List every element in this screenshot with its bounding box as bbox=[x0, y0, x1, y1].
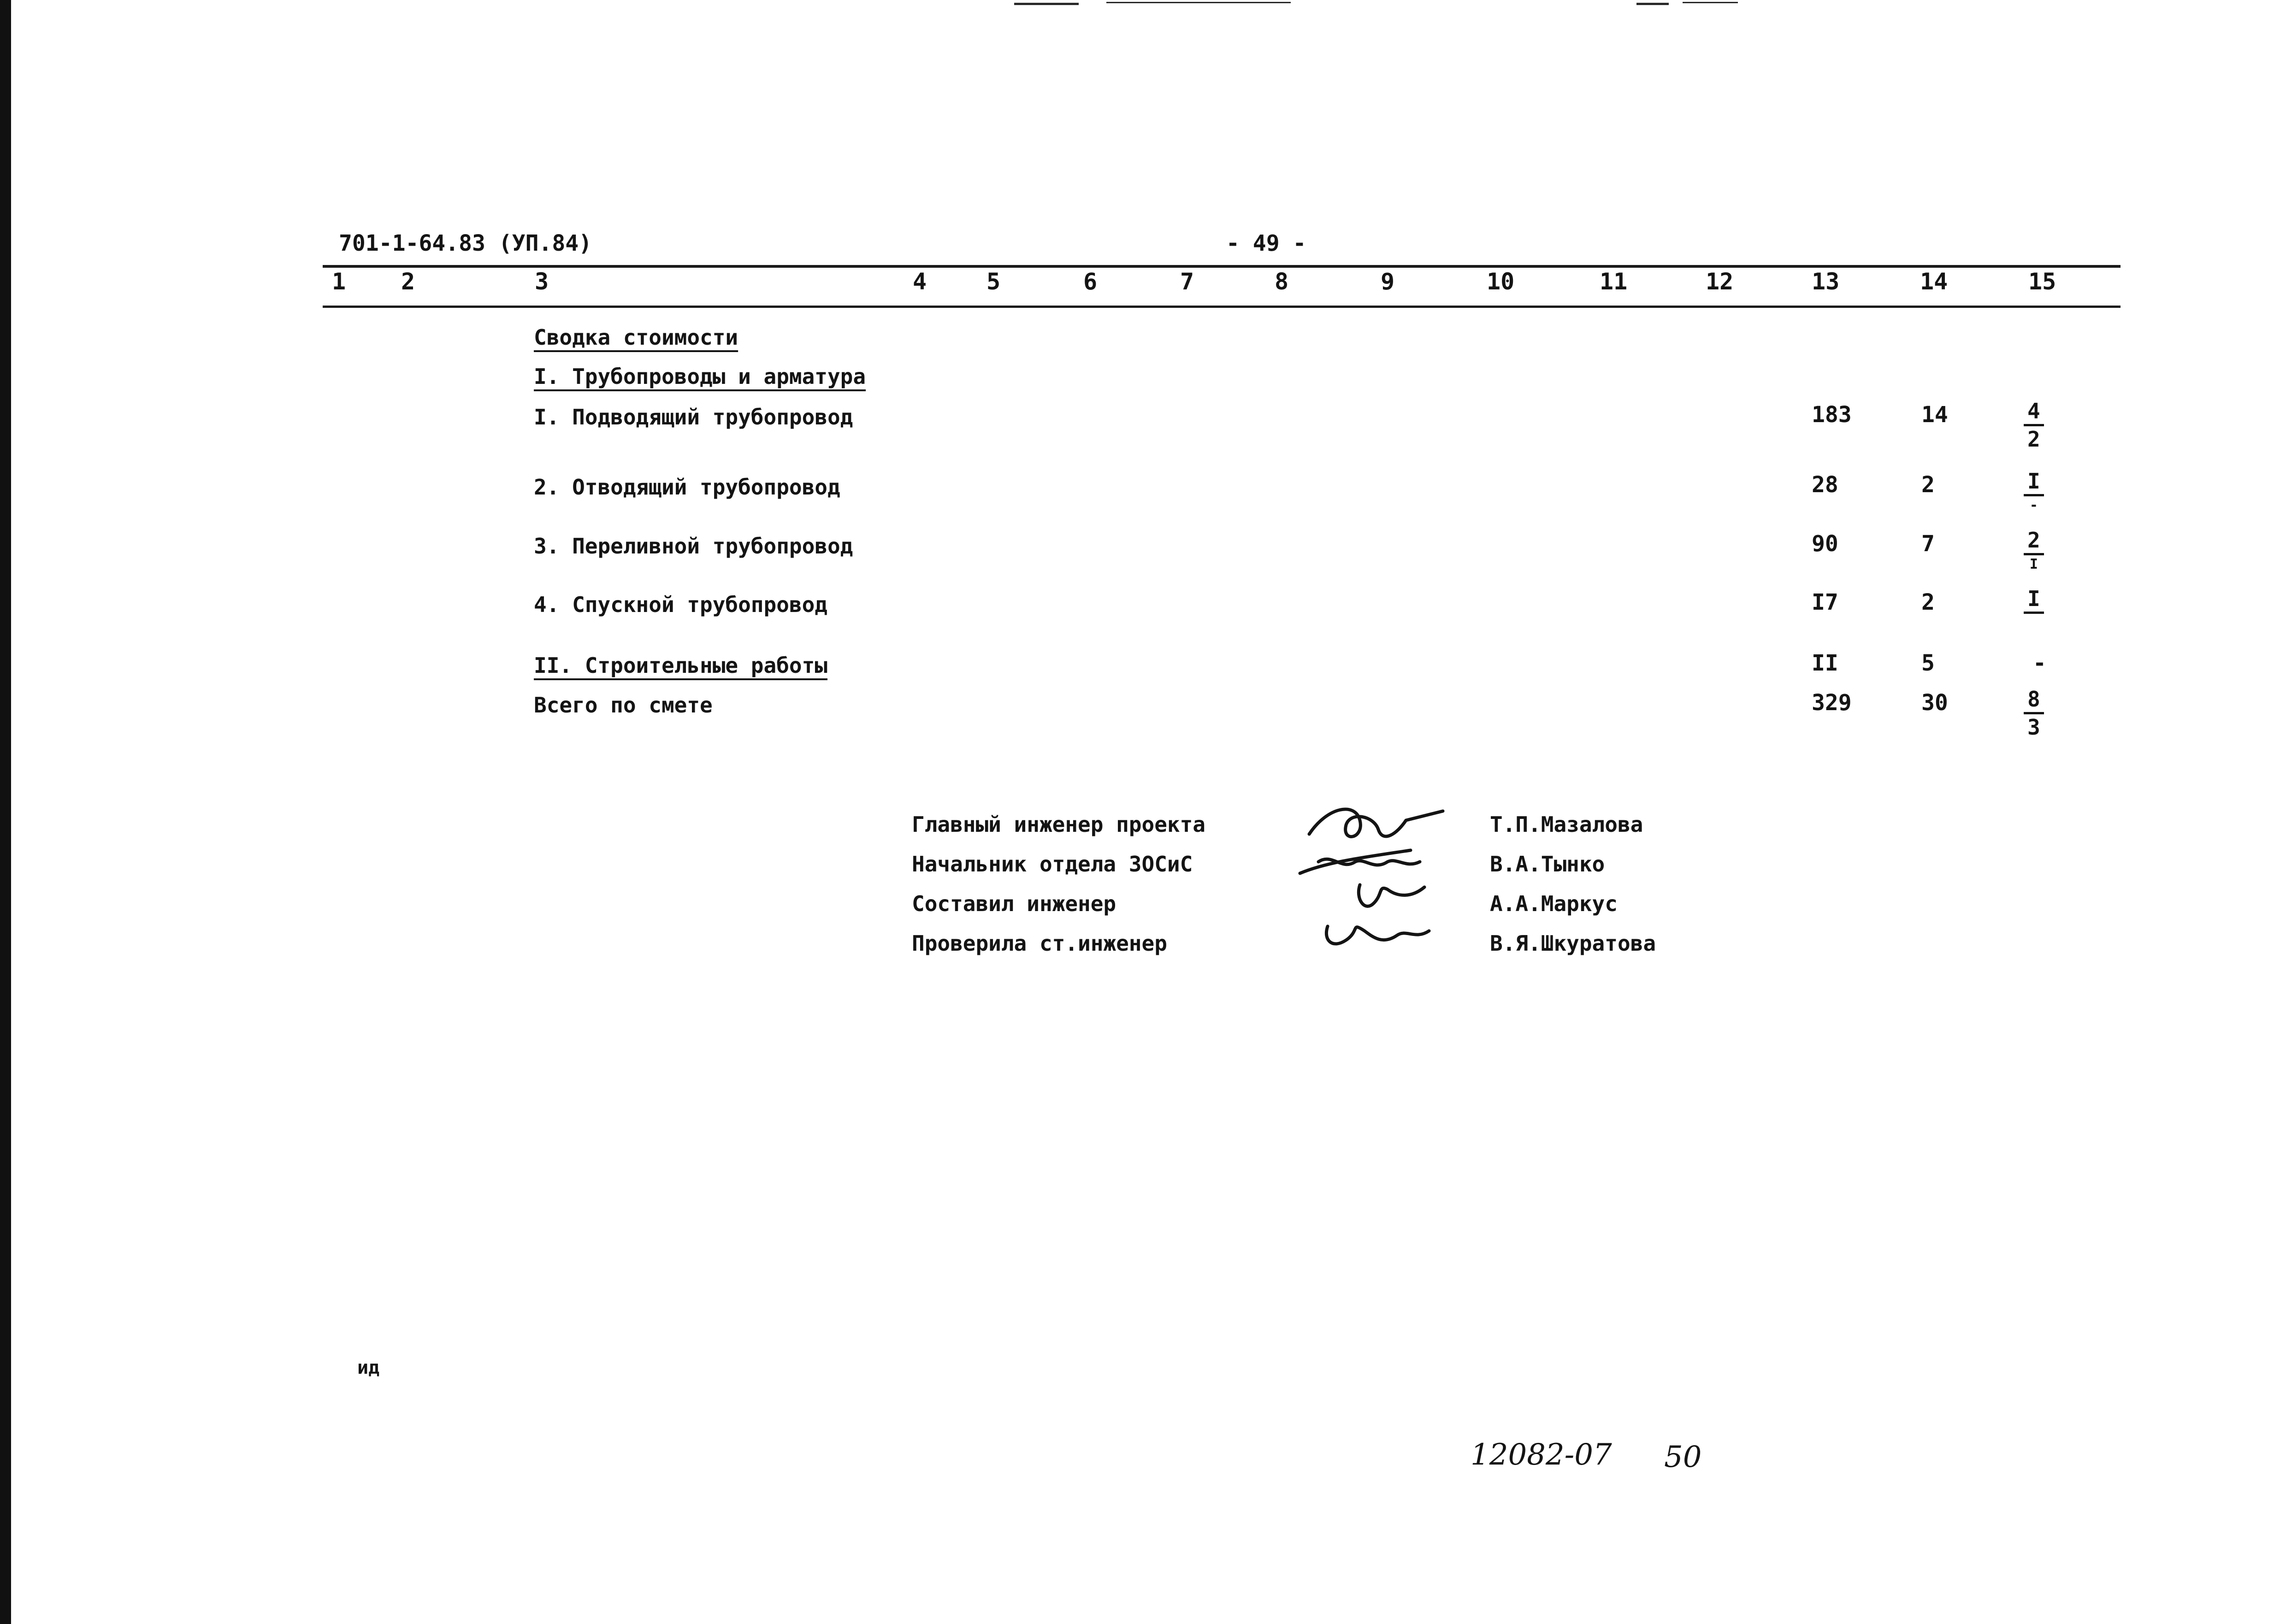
cell-col14: 5 bbox=[1921, 650, 1935, 676]
row-label: II. Строительные работы bbox=[534, 653, 827, 678]
cell-col15-fraction bbox=[2024, 588, 2044, 616]
column-number: 14 bbox=[1920, 268, 1948, 295]
column-number: 9 bbox=[1381, 268, 1395, 295]
cell-col14: 2 bbox=[1921, 472, 1935, 498]
cell-col13: I7 bbox=[1812, 589, 1838, 615]
section-heading-pipelines: I. Трубопроводы и арматура bbox=[534, 364, 866, 389]
cell-col15-fraction bbox=[2024, 688, 2044, 739]
fraction-denominator: - bbox=[2029, 497, 2038, 514]
row-label: 3. Переливной трубопровод bbox=[534, 534, 853, 559]
column-number: 2 bbox=[401, 268, 415, 295]
column-number: 3 bbox=[535, 268, 549, 295]
margin-mark: ид bbox=[357, 1357, 380, 1378]
document-code: 701-1-64.83 (УП.84) bbox=[339, 230, 592, 256]
signature-name: А.А.Маркус bbox=[1490, 891, 1618, 916]
fraction-denominator: 2 bbox=[2027, 427, 2040, 452]
column-number: 11 bbox=[1600, 268, 1628, 295]
cell-col14: 7 bbox=[1921, 531, 1935, 557]
row-label: 4. Спускной трубопровод bbox=[534, 592, 827, 617]
column-number: 10 bbox=[1487, 268, 1515, 295]
signature-role: Начальник отдела ЗОСиС bbox=[912, 852, 1193, 877]
cell-col15-fraction bbox=[2024, 529, 2044, 572]
fraction-numerator: 2 bbox=[2024, 529, 2044, 555]
column-number: 7 bbox=[1180, 268, 1194, 295]
table-top-rule bbox=[323, 265, 2121, 268]
signature-name: В.Я.Шкуратова bbox=[1490, 931, 1656, 956]
sheet-number: 50 bbox=[1664, 1440, 1702, 1474]
cell-col13: 183 bbox=[1812, 402, 1852, 428]
cell-col14: 30 bbox=[1921, 690, 1948, 716]
row-label: 2. Отводящий трубопровод bbox=[534, 475, 840, 500]
row-label: I. Подводящий трубопровод bbox=[534, 405, 853, 430]
signature-stroke bbox=[1309, 809, 1443, 836]
column-number: 12 bbox=[1706, 268, 1734, 295]
signature-name: Т.П.Мазалова bbox=[1490, 812, 1643, 837]
fraction-numerator: 4 bbox=[2024, 400, 2044, 426]
signature-role: Составил инженер bbox=[912, 891, 1116, 916]
signature-name: В.А.Тынко bbox=[1490, 852, 1605, 877]
column-number: 6 bbox=[1083, 268, 1098, 295]
cell-col15-fraction bbox=[2024, 400, 2044, 451]
table-header-rule bbox=[323, 306, 2121, 308]
signature-role: Проверила ст.инженер bbox=[912, 931, 1167, 956]
fraction-numerator: 8 bbox=[2024, 688, 2044, 714]
scan-top-mark bbox=[1636, 3, 1669, 5]
signature-stroke bbox=[1326, 926, 1429, 944]
cell-col15-fraction bbox=[2024, 470, 2044, 513]
handwritten-signatures bbox=[1291, 793, 1484, 977]
cell-col15: - bbox=[2033, 650, 2046, 676]
column-number: 1 bbox=[332, 268, 346, 295]
row-label: Всего по смете bbox=[534, 693, 713, 718]
cell-col13: II bbox=[1812, 650, 1838, 676]
column-number: 4 bbox=[913, 268, 927, 295]
fraction-denominator: 3 bbox=[2027, 715, 2040, 740]
scan-top-mark bbox=[1683, 2, 1738, 3]
scan-edge-shadow bbox=[0, 0, 11, 1624]
scan-top-mark bbox=[1106, 2, 1291, 3]
page-number: - 49 - bbox=[1226, 230, 1306, 256]
archive-stamp-number: 12082-07 bbox=[1471, 1438, 1612, 1472]
fraction-denominator: I bbox=[2029, 556, 2038, 573]
column-number: 13 bbox=[1812, 268, 1840, 295]
cell-col13: 329 bbox=[1812, 690, 1852, 716]
fraction-numerator: I bbox=[2024, 588, 2044, 614]
column-number: 5 bbox=[987, 268, 1001, 295]
column-number: 15 bbox=[2028, 268, 2056, 295]
summary-title: Сводка стоимости bbox=[534, 325, 738, 350]
signature-role: Главный инженер проекта bbox=[912, 812, 1205, 837]
cell-col13: 28 bbox=[1812, 472, 1838, 498]
cell-col13: 90 bbox=[1812, 531, 1838, 557]
column-number: 8 bbox=[1275, 268, 1289, 295]
cell-col14: 14 bbox=[1921, 402, 1948, 428]
signature-stroke bbox=[1359, 885, 1424, 906]
fraction-numerator: I bbox=[2024, 470, 2044, 496]
scan-top-mark bbox=[1014, 3, 1079, 5]
cell-col14: 2 bbox=[1921, 589, 1935, 615]
